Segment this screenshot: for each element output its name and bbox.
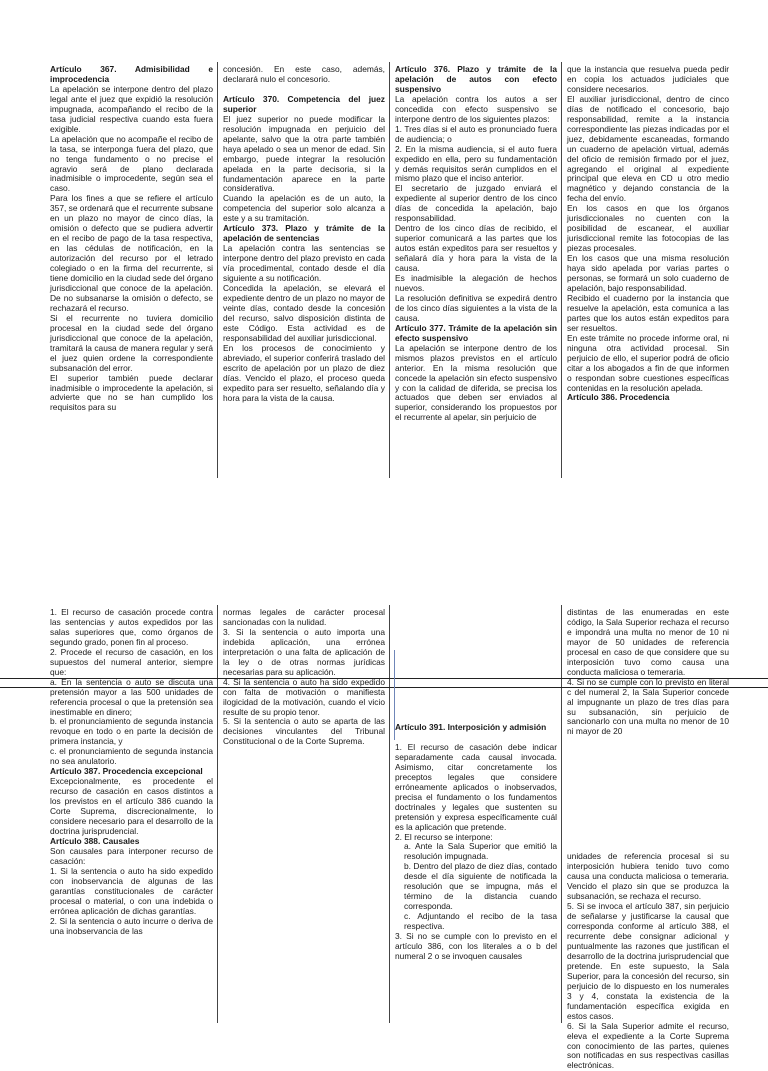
paragraph: El superior también puede declarar inadmisible o improcedente la apelación, si advierte que no se han cumplido los requisitos para su — [50, 372, 213, 413]
overlay-line — [0, 687, 768, 688]
paragraph: 2. El recurso se interpone: — [395, 831, 493, 842]
column — [561, 62, 733, 478]
paragraph: Excepcionalmente, es procedente el recurso de casación en casos distintos a los previstos en el artículo 386 cuando la Corte Suprema, discrecionalmente, lo considere necesario para el desarrollo de la doctrina jurisprudencial. — [50, 776, 213, 836]
article-heading: Artículo 373. Plazo y trámite de la apelación de sentencias — [223, 223, 385, 244]
paragraph: 1. Tres días si el auto es pronunciado fuera de audiencia; o — [395, 123, 557, 144]
paragraph: unidades de referencia procesal si su interposición hubiera tenido tuvo como causa una conducta maliciosa o temeraria. Vencido el plazo sin que se produzca la subsanación, se rechaza el recurso. — [567, 851, 729, 902]
paragraph: La resolución definitiva se expedirá dentro de los cinco días siguientes a la vista de la causa. — [395, 292, 557, 323]
column — [389, 605, 561, 1023]
paragraph: El auxiliar jurisdiccional, dentro de cinco días de notificado el concesorio, bajo responsabilidad, remite a la instancia correspondiente las piezas indicadas por el juez, debidamente escaneadas, formando un cuaderno de apelación virtual, además del oficio de remisión firmado por el juez, agregando el original al expediente principal que eleva en CD u otro medio magnético y dejando constancia de la fecha del envío. — [567, 93, 729, 204]
text-cursor-line — [394, 650, 395, 740]
paragraph: a. En la sentencia o auto se discuta una pretensión mayor a las 500 unidades de referencia procesal o que la pretensión sea inestimable en dinero; — [50, 676, 213, 717]
paragraph: En este trámite no procede informe oral, ni ninguna otra actividad procesal. Sin perjuicio de ello, el superior podrá de oficio citar a los abogados a fin de que informen o respondan sobre cuestiones específicas contenidas en la resolución apelada. — [567, 332, 729, 393]
column — [217, 62, 389, 478]
article-heading: Artículo 377. Trámite de la apelación sin efecto suspensivo — [395, 322, 557, 343]
paragraph: distintas de las enumeradas en este código, la Sala Superior rechaza el recurso e impondrá una multa no menor de 10 ni mayor de 50 unidades de referencia procesal en caso de que considere que su interposición tuvo como causa una conducta maliciosa o temeraria. — [567, 607, 729, 677]
column — [561, 605, 733, 1071]
column — [45, 605, 217, 1023]
paragraph: La apelación que no acompañe el recibo de la tasa, se interponga fuera del plazo, que no tenga fundamento o no precise el agravio será de plano declarada inadmisible o improcedente, según sea el caso. — [50, 133, 213, 194]
paragraph: Concedida la apelación, se elevará el expediente dentro de un plazo no mayor de veinte días, contado desde la concesión del recurso, salvo disposición distinta de este Código. Esta actividad es de responsabilidad del auxiliar jurisdiccional. — [223, 283, 385, 343]
paragraph: La apelación contra las sentencias se interpone dentro del plazo previsto en cada vía procedimental, contado desde el día siguiente a su notificación. — [223, 243, 385, 284]
paragraph: 2. Si la sentencia o auto incurre o deriva de una inobservancia de las — [50, 915, 213, 936]
top-page-block — [45, 62, 735, 478]
paragraph: La apelación contra los autos a ser concedida con efecto suspensivo se interpone dentro de los siguientes plazos: — [395, 93, 557, 124]
paragraph: c. Adjuntando el recibo de la tasa respectiva. — [404, 911, 557, 932]
paragraph: 4. Si no se cumple con lo previsto en literal c del numeral 2, la Sala Superior concede al impugnante un plazo de tres días para su subsanación, sin perjuicio de sancionarlo con una multa no menor de 10 ni mayor de 20 — [567, 676, 729, 737]
overlay-line — [0, 678, 768, 679]
paragraph: Recibido el cuaderno por la instancia que resuelve la apelación, esta comunica a las partes que los autos están expeditos para ser resueltos. — [567, 292, 729, 333]
column — [389, 62, 561, 478]
paragraph: 3. Si no se cumple con lo previsto en el artículo 386, con los literales a o b del numeral 2 o se invoquen causales — [395, 931, 557, 961]
paragraph: Es inadmisible la alegación de hechos nuevos. — [395, 273, 557, 293]
blank-space — [567, 737, 729, 852]
paragraph: 2. En la misma audiencia, si el auto fuera expedido en ella, pero su fundamentación y demás requisitos serán cumplidos en el mismo plazo que el inciso anterior. — [395, 143, 557, 184]
paragraph: En los procesos de conocimiento y abreviado, el superior conferirá traslado del escrito de apelación por un plazo de diez días. Vencido el plazo, el proceso queda expedito para ser resuelto, señalando día y hora para la vista de la causa. — [223, 342, 385, 403]
column — [217, 605, 389, 1023]
article-heading: Artículo 388. Causales — [50, 835, 140, 846]
paragraph: 1. Si la sentencia o auto ha sido expedido con inobservancia de algunas de las garantías constitucionales de carácter procesal o material, o con una indebida o errónea aplicación de dichas garantías. — [50, 865, 213, 916]
paragraph: La apelación se interpone dentro del plazo legal ante el juez que expidió la resolución impugnada, acompañando el recibo de la tasa judicial respectiva cuando esta fuera exigible. — [50, 83, 213, 134]
paragraph: La apelación se interpone dentro de los mismos plazos previstos en el artículo anterior. En la misma resolución que concede la apelación sin efecto suspensivo y con la calidad de diferida, se precisa los actuados que deben ser enviados al superior, considerando los propuestos por el recurrente al apelar, sin perjuicio de — [395, 342, 557, 423]
paragraph: 3. Si la sentencia o auto importa una indebida aplicación, una errónea interpretación o una falta de aplicación de la ley o de otras normas jurídicas necesarias para su aplicación. — [223, 626, 385, 677]
article-heading: Artículo 376. Plazo y trámite de la apelación de autos con efecto suspensivo — [395, 64, 557, 94]
column — [45, 62, 217, 478]
article-heading: Artículo 387. Procedencia excepcional — [50, 766, 203, 777]
paragraph: En los casos en que los órganos jurisdiccionales no cuenten con la posibilidad de escanear, el auxiliar jurisdiccional remite las fotocopias de las piezas procesales. — [567, 203, 729, 254]
paragraph: c. el pronunciamiento de segunda instancia no sea anulatorio. — [50, 746, 213, 767]
paragraph: normas legales de carácter procesal sancionadas con la nulidad. — [223, 607, 385, 627]
paragraph: Dentro de los cinco días de recibido, el superior comunicará a las partes que los autos están expeditos para ser resueltos y señalará día y hora para la vista de la causa. — [395, 223, 557, 274]
article-heading: Artículo 386. Procedencia — [567, 392, 670, 403]
paragraph: concesión. En este caso, además, declarará nulo el concesorio. — [223, 64, 385, 84]
paragraph: El juez superior no puede modificar la resolución impugnada en perjuicio del apelante, salvo que la otra parte también haya apelado o sea un menor de edad. Sin embargo, puede integrar la resolución apelada en la parte decisoria, si la fundamentación aparece en la parte considerativa. — [223, 113, 385, 194]
paragraph: 2. Procede el recurso de casación, en los supuestos del numeral anterior, siempre que: — [50, 646, 213, 677]
paragraph: Son causales para interponer recurso de casación: — [50, 845, 213, 866]
paragraph: En los casos que una misma resolución haya sido apelada por varias partes o personas, se formará un solo cuaderno de apelación, bajo responsabilidad. — [567, 253, 729, 293]
paragraph: 1. El recurso de casación procede contra las sentencias y autos expedidos por las salas superiores que, como órganos de segundo grado, ponen fin al proceso. — [50, 607, 213, 647]
paragraph: Para los fines a que se refiere el artículo 357, se ordenará que el recurrente subsane en un plazo no mayor de cinco días, la omisión o defecto que se pudiera advertir en el recibo de pago de la tasa respectiva, en las cédulas de notificación, en la autorización del recurso por el letrado colegiado o en la firma del recurrente, si tiene domicilio en la ciudad sede del órgano jurisdiccional que conoce de la apelación. De no subsanarse la omisión o defecto, se rechazará el recurso. — [50, 193, 213, 313]
paragraph: b. el pronunciamiento de segunda instancia revoque en todo o en parte la decisión de primera instancia, y — [50, 716, 213, 747]
article-heading: Artículo 391. Interposición y admisión — [395, 722, 547, 732]
paragraph: Cuando la apelación es de un auto, la competencia del superior solo alcanza a este y a su tramitación. — [223, 193, 385, 224]
article-heading: Artículo 370. Competencia del juez superior — [223, 93, 385, 114]
paragraph: b. Dentro del plazo de diez días, contado desde el día siguiente de notificada la resolución que se impugna, más el término de la distancia cuando corresponda. — [404, 861, 557, 912]
paragraph: 6. Si la Sala Superior admite el recurso, eleva el expediente a la Corte Suprema con conocimiento de las partes, quienes son notificadas en sus respectivas casillas electrónicas. — [567, 1020, 729, 1071]
article-heading: Artículo 367. Admisibilidad e improcedencia — [50, 64, 213, 84]
paragraph: 1. El recurso de casación debe indicar separadamente cada causal invocada. Asimismo, citar concretamente los preceptos legales que considere erróneamente aplicados o inobservados, precisa el fundamento o los fundamentos doctrinales y legales que sustenten su pretensión y expresa específicamente cuál es la aplicación que pretende. — [395, 741, 557, 832]
paragraph: 5. Si la sentencia o auto se aparta de las decisiones vinculantes del Tribunal Constitucional o de la Corte Suprema. — [223, 716, 385, 747]
bottom-page-block — [45, 605, 735, 1071]
paragraph: 4. Si la sentencia o auto ha sido expedido con falta de motivación o manifiesta ilogicidad de la motivación, cuando el vicio resulte de su propio tenor. — [223, 676, 385, 717]
paragraph: Si el recurrente no tuviera domicilio procesal en la ciudad sede del órgano jurisdiccional que conoce de la apelación, tramitará la causa de manera regular y será el juez quien ordene la correspondiente subsanación del error. — [50, 312, 213, 373]
blank-space — [395, 608, 557, 723]
paragraph: que la instancia que resuelva pueda pedir en copia los actuados judiciales que considere necesarios. — [567, 64, 729, 94]
paragraph: El secretario de juzgado enviará el expediente al superior dentro de los cinco días de concedida la apelación, bajo responsabilidad. — [395, 183, 557, 224]
paragraph: 5. Si se invoca el artículo 387, sin perjuicio de señalarse y justificarse la causal que corresponda conforme al artículo 388, el recurrente debe consignar adicional y puntualmente las razones que justifican el desarrollo de la doctrina jurisprudencial que pretende. En este supuesto, la Sala Superior, para la concesión del recurso, sin perjuicio de lo dispuesto en los numerales 3 y 4, constata la existencia de la fundamentación específica exigida en estos casos. — [567, 901, 730, 1021]
paragraph: a. Ante la Sala Superior que emitió la resolución impugnada. — [404, 841, 557, 862]
